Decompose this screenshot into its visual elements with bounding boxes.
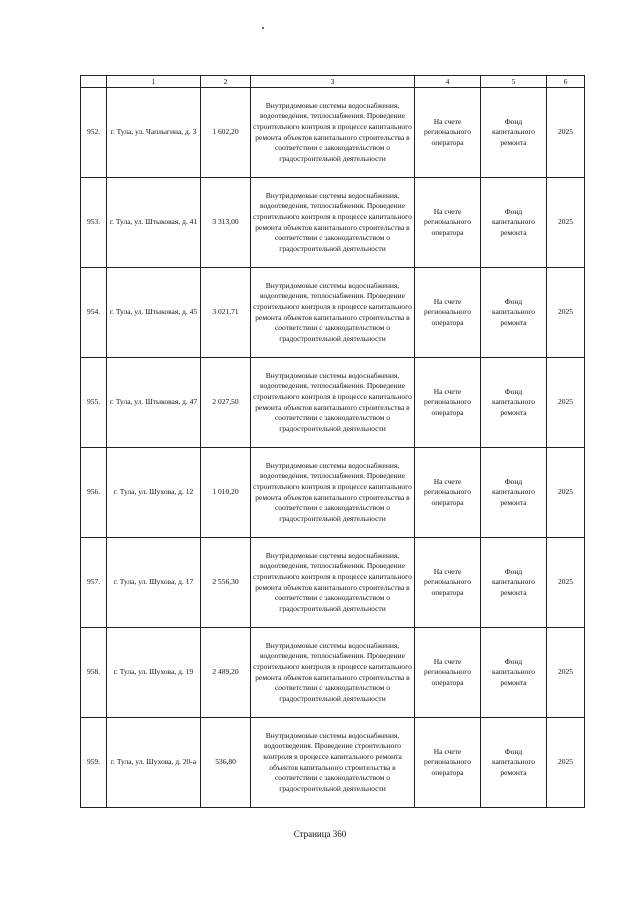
header-cell-5: 5 [481,76,547,88]
table-row [81,448,585,538]
area-cell: 3 021,71 [201,268,251,358]
area-cell: 2 489,20 [201,628,251,718]
year-cell: 2025 [547,88,585,178]
account-cell: На счете регионального оператора [415,268,481,358]
account-cell: На счете регионального оператора [415,88,481,178]
header-cell-num [81,76,107,88]
fund-cell: Фонд капитального ремонта [481,628,547,718]
fund-cell: Фонд капитального ремонта [481,358,547,448]
address-cell: г. Тула, ул. Шухова, д. 17 [107,538,201,628]
table-row [81,88,585,178]
year-cell: 2025 [547,358,585,448]
address-cell: г. Тула, ул. Штыковая, д. 47 [107,358,201,448]
fund-cell: Фонд капитального ремонта [481,178,547,268]
fund-cell: Фонд капитального ремонта [481,88,547,178]
account-cell: На счете регионального оператора [415,628,481,718]
row-number: 955. [81,358,107,448]
description-cell: Внутридомовые системы водоснабжения, водоотведения, теплоснабжения. Проведение строительного контроля в процессе капитального ремонта объектов капитального строительства в соответствии с законодательством о градостроительной деятельности [251,628,415,718]
header-cell-2: 2 [201,76,251,88]
account-cell: На счете регионального оператора [415,358,481,448]
row-number: 954. [81,268,107,358]
address-cell: г. Тула, ул. Штыковая, д. 45 [107,268,201,358]
description-cell: Внутридомовые системы водоснабжения, водоотведения, теплоснабжения. Проведение строительного контроля в процессе капитального ремонта объектов капитального строительства в соответствии с законодательством о градостроительной деятельности [251,178,415,268]
header-cell-1: 1 [107,76,201,88]
row-number: 952. [81,88,107,178]
area-cell: 2 556,30 [201,538,251,628]
scan-speck [262,27,264,29]
table-row [81,358,585,448]
year-cell: 2025 [547,178,585,268]
area-cell: 1 602,20 [201,88,251,178]
area-cell: 2 027,50 [201,358,251,448]
address-cell: г. Тула, ул. Шухова, д. 12 [107,448,201,538]
page-number: Страница 360 [293,829,347,839]
account-cell: На счете регионального оператора [415,538,481,628]
row-number: 959. [81,718,107,808]
year-cell: 2025 [547,628,585,718]
account-cell: На счете регионального оператора [415,718,481,808]
area-cell: 1 010,20 [201,448,251,538]
fund-cell: Фонд капитального ремонта [481,448,547,538]
description-cell: Внутридомовые системы водоснабжения, водоотведения, теплоснабжения. Проведение строительного контроля в процессе капитального ремонта объектов капитального строительства в соответствии с законодательством о градостроительной деятельности [251,448,415,538]
address-cell: г. Тула, ул. Шухова, д. 20-а [107,718,201,808]
address-cell: г. Тула, ул. Штыковая, д. 41 [107,178,201,268]
description-cell: Внутридомовые системы водоснабжения, водоотведения, теплоснабжения. Проведение строительного контроля в процессе капитального ремонта объектов капитального строительства в соответствии с законодательством о градостроительной деятельности [251,88,415,178]
address-cell: г. Тула, ул. Шухова, д. 19 [107,628,201,718]
description-cell: Внутридомовые системы водоснабжения, водоотведения, теплоснабжения. Проведение строительного контроля в процессе капитального ремонта объектов капитального строительства в соответствии с законодательством о градостроительной деятельности [251,358,415,448]
table-row [81,718,585,808]
fund-cell: Фонд капитального ремонта [481,538,547,628]
account-cell: На счете регионального оператора [415,178,481,268]
table-row [81,178,585,268]
capital-repair-table [80,75,585,808]
header-cell-6: 6 [547,76,585,88]
header-cell-4: 4 [415,76,481,88]
area-cell: 536,80 [201,718,251,808]
table-row [81,538,585,628]
account-cell: На счете регионального оператора [415,448,481,538]
fund-cell: Фонд капитального ремонта [481,718,547,808]
description-cell: Внутридомовые системы водоснабжения, водоотведения. Проведение строительного контроля в процессе капитального ремонта объектов капитального строительства в соответствии с законодательством о градостроительной деятельности [251,718,415,808]
year-cell: 2025 [547,448,585,538]
header-cell-3: 3 [251,76,415,88]
year-cell: 2025 [547,268,585,358]
area-cell: 3 313,00 [201,178,251,268]
description-cell: Внутридомовые системы водоснабжения, водоотведения, теплоснабжения. Проведение строительного контроля в процессе капитального ремонта объектов капитального строительства в соответствии с законодательством о градостроительной деятельности [251,538,415,628]
row-number: 957. [81,538,107,628]
year-cell: 2025 [547,538,585,628]
row-number: 956. [81,448,107,538]
table-row [81,628,585,718]
description-cell: Внутридомовые системы водоснабжения, водоотведения, теплоснабжения. Проведение строительного контроля в процессе капитального ремонта объектов капитального строительства в соответствии с законодательством о градостроительной деятельности [251,268,415,358]
row-number: 953. [81,178,107,268]
table-row [81,268,585,358]
year-cell: 2025 [547,718,585,808]
header-row [81,76,585,88]
address-cell: г. Тула, ул. Чаплыгина, д. 3 [107,88,201,178]
fund-cell: Фонд капитального ремонта [481,268,547,358]
row-number: 958. [81,628,107,718]
